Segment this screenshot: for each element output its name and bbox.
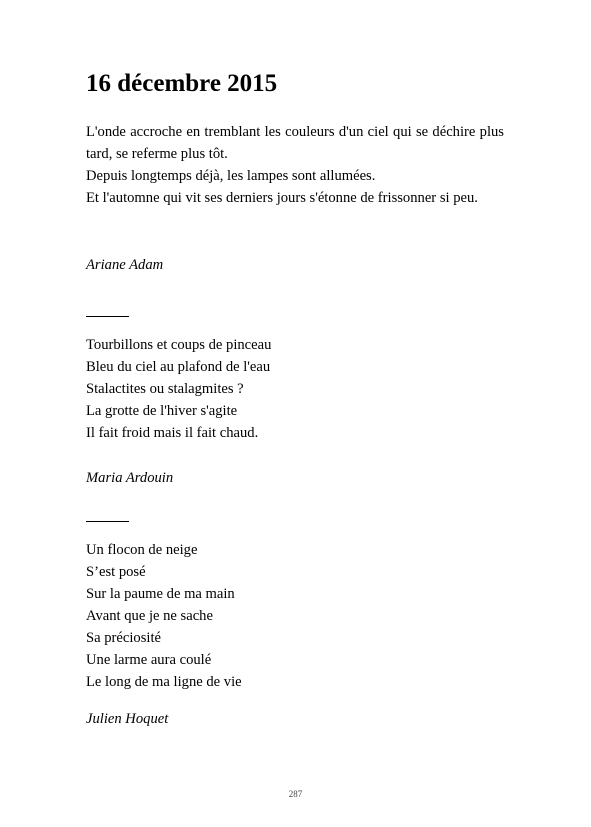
author-signature: Julien Hoquet bbox=[86, 711, 169, 727]
verse-line: Tourbillons et coups de pinceau bbox=[86, 337, 272, 353]
page-number: 287 bbox=[288, 789, 303, 799]
paragraph: Et l'automne qui vit ses derniers jours s'étonne de frissonner si peu. bbox=[86, 190, 478, 206]
verse-line: Stalactites ou stalagmites ? bbox=[86, 381, 244, 397]
verse-line: Sa préciosité bbox=[86, 630, 161, 646]
verse-line: S’est posé bbox=[86, 564, 146, 580]
page-title: 16 décembre 2015 bbox=[86, 70, 278, 97]
section-separator bbox=[86, 521, 129, 522]
author-signature: Ariane Adam bbox=[86, 257, 164, 273]
verse-line: Avant que je ne sache bbox=[86, 608, 213, 624]
verse-line: Bleu du ciel au plafond de l'eau bbox=[86, 359, 271, 375]
paragraph: Depuis longtemps déjà, les lampes sont allumées. bbox=[86, 168, 376, 184]
prose-text bbox=[86, 121, 504, 209]
verse-line: La grotte de l'hiver s'agite bbox=[86, 403, 238, 419]
section-separator bbox=[86, 316, 129, 317]
verse-line: Une larme aura coulé bbox=[86, 652, 212, 668]
paragraph: L'onde accroche en tremblant les couleurs d'un ciel qui se déchire plus tard, se referme plus tôt. bbox=[86, 124, 504, 162]
verse-line: Sur la paume de ma main bbox=[86, 586, 235, 602]
poem-verse bbox=[86, 334, 271, 444]
verse-line: Il fait froid mais il fait chaud. bbox=[86, 425, 259, 441]
poem-verse bbox=[86, 539, 242, 693]
author-signature: Maria Ardouin bbox=[86, 470, 174, 486]
verse-line: Le long de ma ligne de vie bbox=[86, 674, 242, 690]
verse-line: Un flocon de neige bbox=[86, 542, 198, 558]
